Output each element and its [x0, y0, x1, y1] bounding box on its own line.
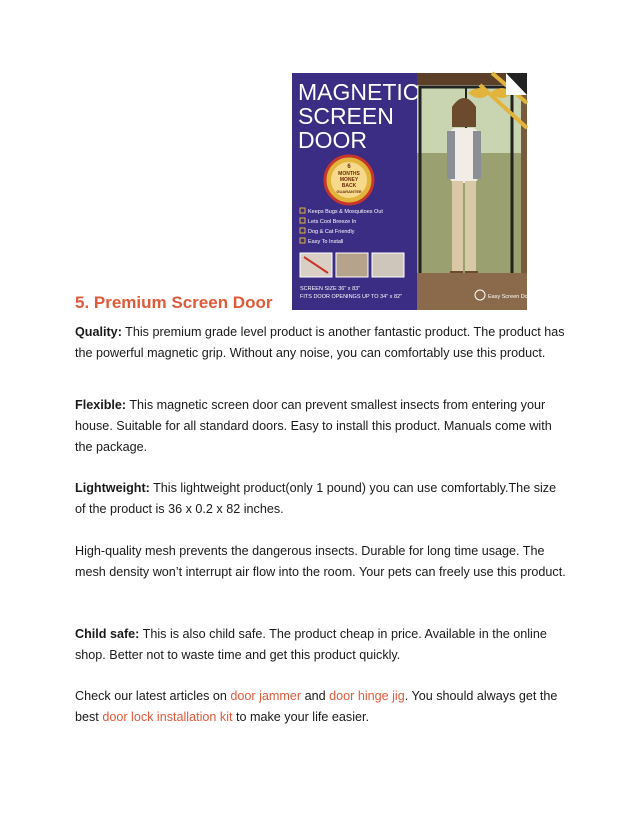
- size-line-2: FITS DOOR OPENINGS UP TO 34" x 82": [300, 294, 403, 300]
- svg-text:Easy To Install: Easy To Install: [308, 239, 344, 245]
- svg-text:Keeps Bugs & Mosquitoes Out: Keeps Bugs & Mosquitoes Out: [308, 209, 383, 215]
- brand-name: Easy Screen Doors: [488, 294, 536, 300]
- svg-text:MONTHS: MONTHS: [338, 171, 360, 177]
- paragraph-flexible: Flexible: This magnetic screen door can prevent smallest insects from entering your house. Suitable for all standard doors. Easy to install this product. Manuals come with the package.: [75, 398, 552, 454]
- svg-text:6: 6: [347, 164, 351, 170]
- image-title-line3: DOOR: [298, 127, 367, 153]
- paragraph-quality: Quality: This premium grade level product is another fantastic product. The product has the powerful magnetic grip. Without any noise, you can comfortably use this product.: [75, 325, 565, 360]
- size-line-1: SCREEN SIZE 36" x 83": [300, 286, 361, 292]
- section-heading: 5. Premium Screen Door: [75, 293, 273, 312]
- label-quality: Quality:: [75, 325, 122, 339]
- link-door-hinge-jig[interactable]: door hinge jig: [329, 689, 405, 703]
- product-image: [292, 73, 536, 310]
- label-lightweight: Lightweight:: [75, 481, 150, 495]
- label-flexible: Flexible:: [75, 398, 127, 412]
- image-title-line1: MAGNETIC: [298, 79, 420, 105]
- svg-text:Lets Cool Breeze In: Lets Cool Breeze In: [308, 219, 357, 225]
- thumbnail-dog: [336, 253, 368, 277]
- svg-text:Dog & Cat Friendly: Dog & Cat Friendly: [308, 229, 355, 235]
- link-door-lock-installation-kit[interactable]: door lock installation kit: [102, 710, 233, 724]
- paragraph-child-safe: Child safe: This is also child safe. The product cheap in price. Available in the online shop. Better not to waste time and get this product quickly.: [75, 627, 547, 662]
- svg-text:GUARANTEE: GUARANTEE: [336, 189, 362, 194]
- money-back-badge: [325, 156, 373, 204]
- svg-text:BACK: BACK: [341, 183, 357, 189]
- thumbnail-install: [372, 253, 404, 277]
- link-door-jammer[interactable]: door jammer: [230, 689, 302, 703]
- svg-text:MONEY: MONEY: [339, 177, 359, 183]
- paragraph-lightweight: Lightweight: This lightweight product(only 1 pound) you can use comfortably.The size of the product is 36 x 0.2 x 82 inches.: [75, 481, 557, 516]
- image-title-line2: SCREEN: [298, 103, 394, 129]
- paragraph-mesh: High-quality mesh prevents the dangerous insects. Durable for long time usage. The mesh density won’t interrupt air flow into the room. Your pets can freely use this product.: [75, 544, 566, 579]
- paragraph-articles: Check our latest articles on door jammer and door hinge jig. You should always get the best door lock installation kit to make your life easier.: [75, 689, 558, 724]
- label-child-safe: Child safe:: [75, 627, 140, 641]
